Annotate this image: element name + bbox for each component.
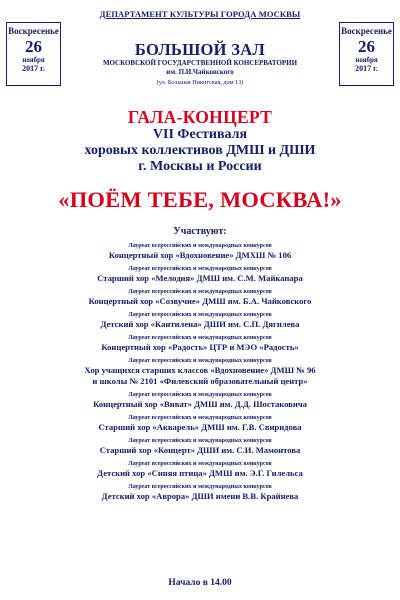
choir-name: Концертный хор «Радость» ЦТР и МЭО «Радость»	[101, 342, 299, 352]
laureate-caption: Лауреат всероссийских и международных конкурсов	[128, 289, 272, 295]
conservatory-line-1: МОСКОВСКОЙ ГОСУДАРСТВЕННОЙ КОНСЕРВАТОРИИ	[102, 58, 298, 67]
date-year: 2017 г.	[355, 64, 378, 73]
laureate-caption: Лауреат всероссийских и международных конкурсов	[128, 335, 272, 341]
festival-line-3: г. Москвы и России	[138, 159, 262, 174]
festival-title	[0, 127, 400, 175]
choir-name: Старший хор «Концерт» ДШИ им. С.И. Мамонтова	[99, 445, 301, 455]
start-time: Начало в 14.00	[168, 578, 232, 588]
conservatory-name	[16, 58, 384, 76]
choir-name: Детский хор «Синяя птица» ДМШ им. Э.Г. Гилельса	[97, 468, 303, 478]
laureate-caption: Лауреат всероссийских и международных конкурсов	[128, 312, 272, 318]
choir-name: Концертный хор «Виват» ДМШ им. Д.Д. Шостаковича	[93, 399, 307, 409]
laureate-caption: Лауреат всероссийских и международных конкурсов	[128, 438, 272, 444]
choir-name: Концертный хор «Созвучие» ДМШ им. Б.А. Чайковского	[88, 296, 312, 306]
date-year: 2017 г.	[22, 64, 45, 73]
list-item	[0, 483, 400, 502]
gala-title: ГАЛА-КОНЦЕРТ	[127, 107, 273, 127]
list-item	[0, 357, 400, 387]
list-item	[0, 460, 400, 479]
list-item	[0, 288, 400, 307]
list-item	[0, 391, 400, 410]
date-day: 26	[358, 37, 375, 56]
laureate-caption: Лауреат всероссийских и международных конкурсов	[128, 415, 272, 421]
laureate-caption: Лауреат всероссийских и международных конкурсов	[128, 266, 272, 272]
participants-list	[0, 242, 400, 506]
choir-name: Старший хор «Акварель» ДМШ им. Г.В. Свиридова	[98, 422, 302, 432]
list-item	[0, 414, 400, 433]
festival-motto: «ПОЁМ ТЕБЕ, МОСКВА!»	[58, 187, 342, 212]
date-day: 26	[25, 37, 42, 56]
conservatory-line-2: им. П.И.Чайковского	[166, 67, 234, 76]
festival-line-1: VII Фестиваля	[152, 127, 248, 142]
date-month: ноября	[22, 56, 45, 64]
participants-heading: Участвуют:	[173, 226, 227, 237]
venue-address: (ул. Большая Никитская, дом 13)	[156, 79, 244, 86]
laureate-caption: Лауреат всероссийских и международных конкурсов	[128, 358, 272, 364]
list-item	[0, 334, 400, 353]
list-item	[0, 437, 400, 456]
laureate-caption: Лауреат всероссийских и международных конкурсов	[128, 461, 272, 467]
date-month: ноября	[355, 56, 378, 64]
choir-name: Старший хор «Мелодия» ДМШ им. С.М. Майкапара	[97, 273, 303, 283]
choir-name: Детский хор «Кантилена» ДШИ им. С.П. Дягилева	[100, 319, 300, 329]
date-weekday: Воскресенье	[341, 26, 392, 36]
list-item	[0, 242, 400, 261]
department-heading: ДЕПАРТАМЕНТ КУЛЬТУРЫ ГОРОДА МОСКВЫ	[99, 9, 301, 19]
festival-line-2: хоровых коллективов ДМШ и ДШИ	[84, 143, 316, 158]
choir-name: Хор учащихся старших классов «Вдохновение» ДМШ № 96	[84, 365, 316, 375]
list-item	[0, 265, 400, 284]
date-weekday: Воскресенье	[8, 26, 59, 36]
hall-title: БОЛЬШОЙ ЗАЛ	[134, 40, 266, 59]
choir-name-line-2: и школы № 2101 «Филевский образовательный центр»	[92, 376, 308, 386]
choir-name: Детский хор «Аврора» ДШИ имени В.В. Крайнева	[101, 491, 299, 501]
list-item	[0, 311, 400, 330]
choir-name: Концертный хор «Вдохновение» ДМХШ № 106	[108, 250, 292, 260]
laureate-caption: Лауреат всероссийских и международных конкурсов	[128, 243, 272, 249]
laureate-caption: Лауреат всероссийских и международных конкурсов	[128, 392, 272, 398]
laureate-caption: Лауреат всероссийских и международных конкурсов	[128, 484, 272, 490]
